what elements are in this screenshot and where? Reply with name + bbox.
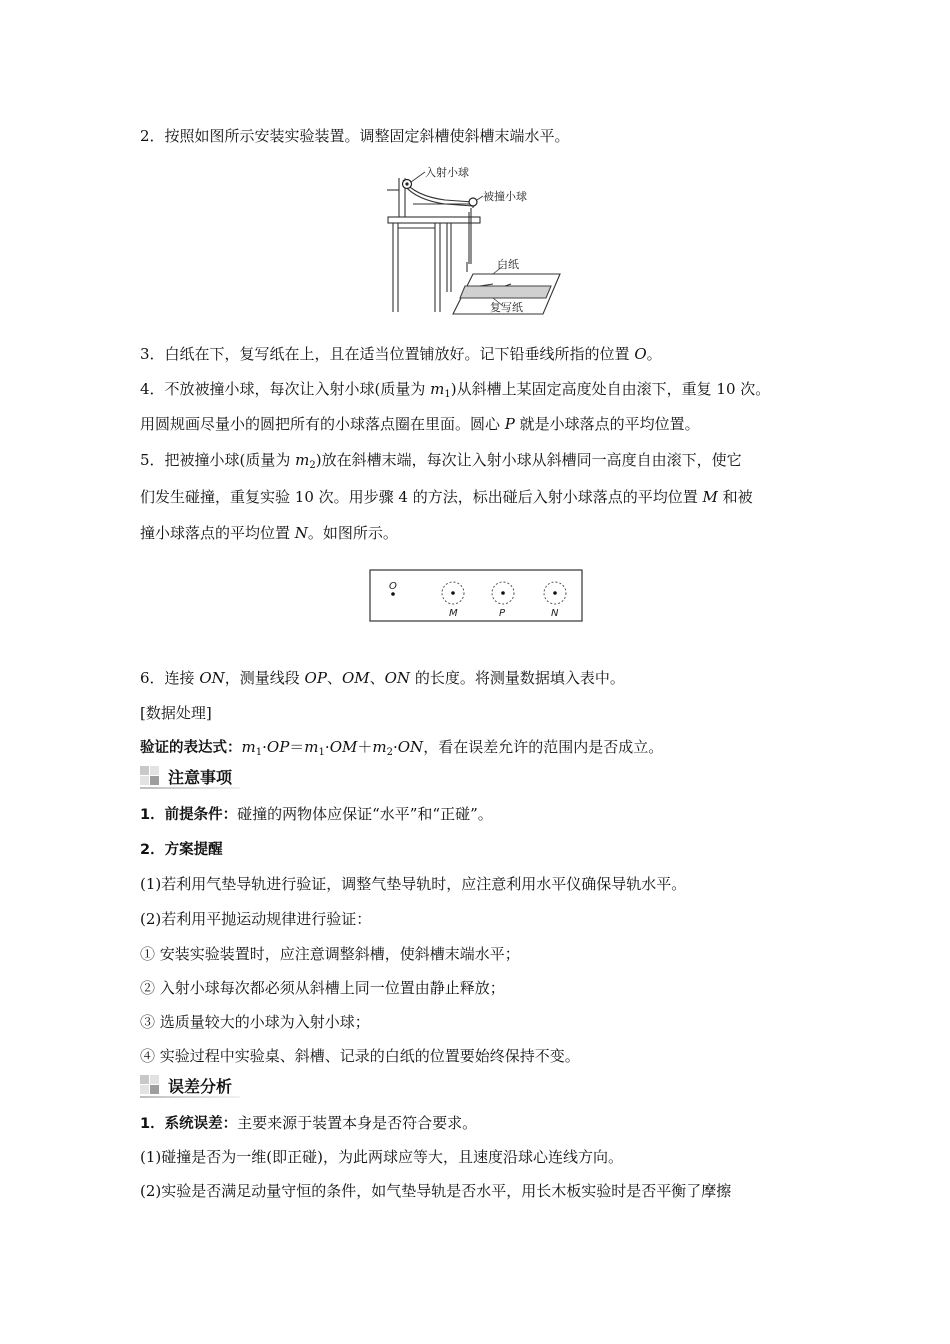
step-3-text-b: 。 [646,345,662,363]
step-6-sep-1: 、 [326,669,342,687]
formula-sub: 1 [318,747,325,758]
formula-om: OM [329,738,358,756]
notes-sub-3-text: ③ 选质量较大的小球为入射小球； [140,1013,370,1031]
step-5-text-e: 撞小球落点的平均位置 [140,524,295,542]
heading-underline [140,787,240,789]
formula-equals: ＝ [289,738,305,756]
step-6-sep-2: 、 [369,669,385,687]
notes-item-1 [140,804,493,825]
step-5-line-1 [140,450,742,476]
notes-item-2 [140,839,223,860]
label-n: N [551,608,559,619]
step-5-text-b: )放在斜槽末端，每次让入射小球从斜槽同一高度自由滚下，使它 [315,451,742,469]
formula-label: 验证的表达式： [140,740,242,756]
notes-item-2-label: 2．方案提醒 [140,842,223,858]
step-6-text-a: 6．连接 [140,669,200,687]
segment-on: ON [199,669,225,687]
landing-points-figure [369,569,583,623]
notes-heading [140,765,232,787]
notes-sub-4 [140,1046,580,1066]
heading-underline [140,1096,240,1098]
formula-on: ON [397,738,424,756]
apparatus-figure [385,162,565,322]
label-white-paper: 白纸 [497,258,519,271]
label-carbon-paper: 复写纸 [490,301,523,314]
data-processing-label [140,703,212,723]
step-5-text-a: 5．把被撞小球(质量为 [140,451,296,469]
step-5-text-c: 们发生碰撞，重复实验 10 次。用步骤 4 的方法，标出碰后入射小球落点的平均位置 [140,488,703,506]
step-5-line-3 [140,523,398,543]
step-2 [140,126,570,146]
notes-point-2-text: (2)若利用平抛运动规律进行验证： [140,910,372,928]
notes-item-1-text: 碰撞的两物体应保证“水平”和“正碰”。 [237,805,493,823]
notes-point-1-text: (1)若利用气垫导轨进行验证，调整气垫导轨时，应注意利用水平仪确保导轨水平。 [140,875,687,893]
step-4-text-a: 4．不放被撞小球，每次让入射小球(质量为 [140,380,431,398]
section-squares-icon [140,1075,162,1095]
notes-title: 注意事项 [168,767,233,787]
errors-item-1-label: 1．系统误差： [140,1116,238,1132]
step-5-line-2 [140,487,753,507]
notes-sub-2-text: ② 入射小球每次都必须从斜槽上同一位置由静止释放； [140,979,505,997]
point-m-ref: M [702,488,718,506]
errors-point-1 [140,1147,623,1167]
segment-om: OM [341,669,370,687]
step-4-text-b: )从斜槽上某固定高度处自由滚下，重复 10 次。 [450,380,771,398]
step-4-line-2 [140,414,700,434]
origin-point [391,592,395,596]
errors-title: 误差分析 [168,1076,233,1096]
notes-point-1 [140,874,686,894]
label-m: M [449,608,458,619]
formula-m2: m [372,738,387,756]
notes-sub-4-text: ④ 实验过程中实验桌、斜槽、记录的白纸的位置要始终保持不变。 [140,1047,580,1065]
mass-symbol: m [430,380,445,398]
step-5-text-f: 。如图所示。 [307,524,398,542]
step-4-text-d: 就是小球落点的平均位置。 [514,415,700,433]
step-6-text-b: ，测量线段 [224,669,305,687]
step-6 [140,668,625,688]
errors-heading [140,1074,232,1096]
label-incident-ball: 入射小球 [425,166,469,179]
step-3 [140,344,662,364]
errors-point-1-text: (1)碰撞是否为一维(即正碰)，为此两球应等大，且速度沿球心连线方向。 [140,1148,623,1166]
step-5-text-d: 和被 [717,488,753,506]
formula-dot: · [392,738,398,756]
formula-sub: 1 [255,747,263,758]
point-p-ref: P [504,415,515,433]
notes-sub-1 [140,944,520,964]
section-squares-icon [140,766,162,786]
label-target-ball: 被撞小球 [483,190,527,203]
formula-tail: ，看在误差允许的范围内是否成立。 [423,738,664,756]
errors-point-2-text: (2)实验是否满足动量守恒的条件，如气垫导轨是否水平，用长木板实验时是否平衡了摩擦 [140,1182,732,1200]
step-3-text-a: 3．白纸在下，复写纸在上，且在适当位置铺放好。记下铅垂线所指的位置 [140,345,635,363]
notes-sub-3 [140,1012,370,1032]
formula-dot: · [324,738,330,756]
mass-symbol: m [295,451,310,469]
mass-subscript: 2 [309,460,316,471]
label-p: P [499,608,506,619]
formula-plus: ＋ [357,738,373,756]
step-6-text-c: 的长度。将测量数据填入表中。 [410,669,625,687]
formula-op: OP [266,738,290,756]
segment-on: ON [384,669,411,687]
mass-subscript: 1 [444,389,451,400]
errors-item-1 [140,1113,477,1134]
errors-item-1-text: 主要来源于装置本身是否符合要求。 [237,1114,478,1132]
notes-sub-1-text: ① 安装实验装置时，应注意调整斜槽，使斜槽末端水平； [140,945,520,963]
formula-line [140,737,663,763]
errors-point-2 [140,1181,731,1201]
notes-point-2 [140,909,371,929]
formula-m1: m [241,738,256,756]
label-o: O [389,581,397,592]
point-o-ref: O [634,345,647,363]
point-n-ref: N [294,524,308,542]
notes-item-1-label: 1．前提条件： [140,807,238,823]
formula-sub: 2 [386,747,393,758]
formula-m1: m [304,738,319,756]
step-4-text-c: 用圆规画尽量小的圆把所有的小球落点圈在里面。圆心 [140,415,505,433]
step-4-line-1 [140,379,770,405]
segment-op: OP [304,669,327,687]
notes-sub-2 [140,978,505,998]
formula-dot: · [262,738,267,756]
step-2-text: 2．按照如图所示安装实验装置。调整固定斜槽使斜槽末端水平。 [140,127,570,145]
data-processing-text: [数据处理] [140,704,212,722]
